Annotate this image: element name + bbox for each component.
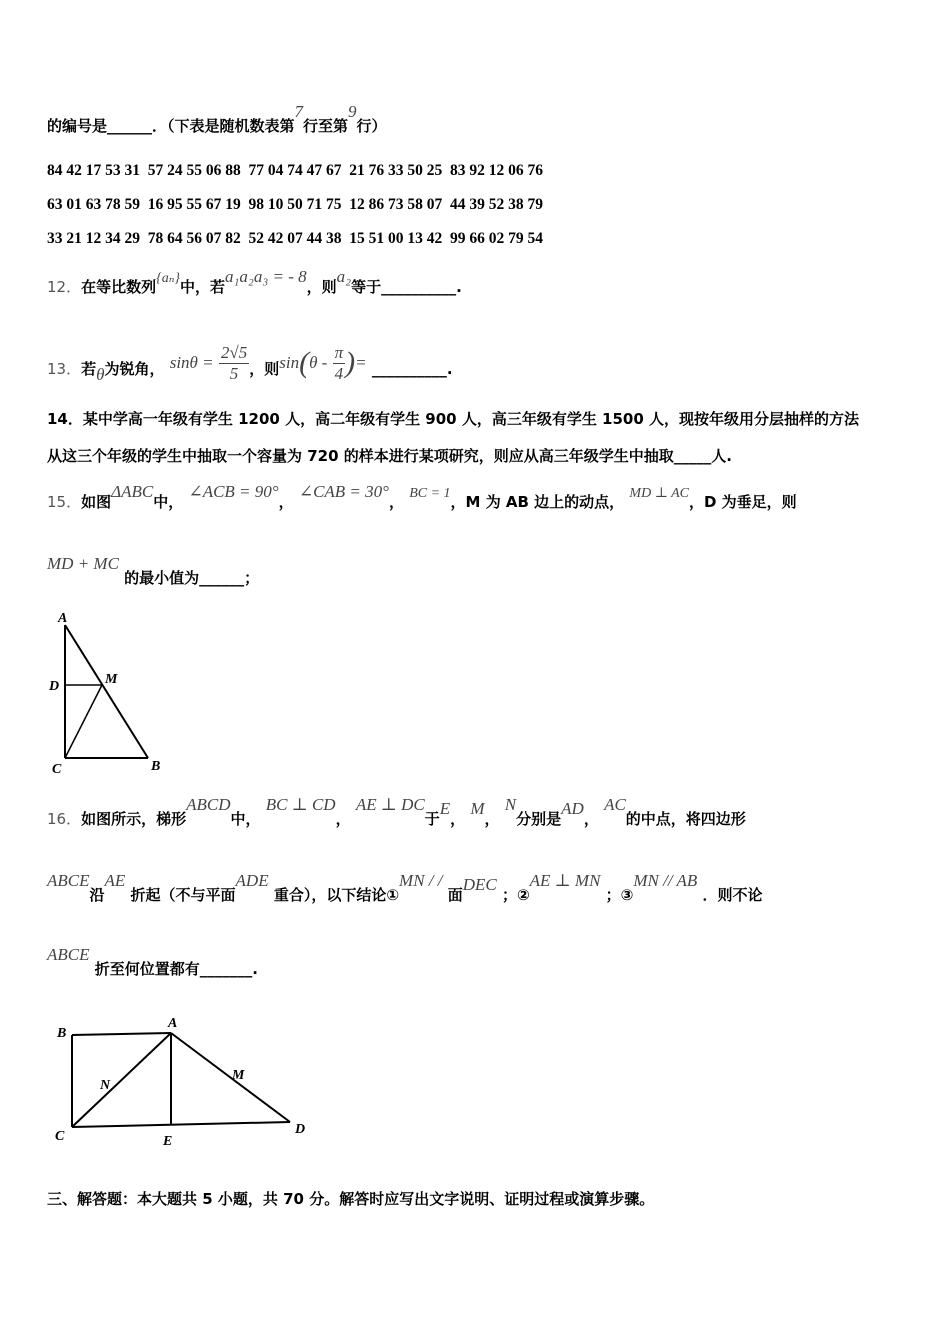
- q16-sep: ，: [335, 810, 351, 828]
- q16-line-2: [47, 871, 763, 905]
- random-row-8: 63 01 63 78 59 16 95 55 67 19 98 10 50 71 75 12 86 73 58 07 44 39 52 38 79: [47, 196, 543, 213]
- q16-abce: ABCE: [47, 871, 90, 890]
- q13-frac-den: 5: [229, 364, 239, 383]
- fig1-label-d: D: [49, 679, 60, 694]
- q16-abce-2: ABCE: [47, 945, 90, 964]
- q13-fraction: [219, 343, 249, 384]
- fig1-label-b: B: [151, 759, 161, 774]
- q13-left-paren: (: [299, 346, 310, 379]
- q16-text-2: 中，: [230, 810, 261, 828]
- row-start-number: 7: [294, 102, 304, 121]
- intro-line: [47, 102, 387, 136]
- q16-dec: DEC: [462, 875, 497, 894]
- intro-end: 行）: [356, 117, 387, 135]
- q16-text-6: 沿: [89, 886, 105, 904]
- q15-triangle: ΔABC: [111, 482, 154, 501]
- q15-angle-cab: ∠CAB = 30°: [298, 482, 389, 501]
- q16-text-11: ；③: [605, 886, 634, 904]
- fig2-label-a: A: [168, 1016, 178, 1031]
- q13-blank: __________.: [371, 360, 453, 378]
- q16-text-1: 如图所示，梯形: [81, 810, 187, 828]
- q16-ade: ADE: [235, 871, 269, 890]
- q15-perp: MD ⊥ AC: [629, 486, 689, 501]
- fig2-segment-ac: [72, 1033, 171, 1127]
- q16-blank: 折至何位置都有_______.: [94, 960, 258, 978]
- q16-text-4: 分别是: [516, 810, 562, 828]
- figure-1-triangle: [40, 605, 180, 785]
- section-3-heading: 三、解答题：本大题共 5 小题，共 70 分。解答时应写出文字说明、证明过程或演算步骤。: [47, 1190, 655, 1208]
- q12-a2: a₂: [336, 267, 352, 286]
- q12-text-2: 中，若: [179, 278, 225, 296]
- q15-text-2: 中，: [153, 493, 184, 511]
- q16-text-10: ；②: [501, 886, 530, 904]
- q16-ad: AD: [561, 799, 584, 818]
- figure-2-trapezoid: [45, 1005, 325, 1155]
- fig1-label-c: C: [52, 762, 62, 777]
- q13-frac-num: 2√5: [220, 343, 248, 362]
- fig2-side-ba: [72, 1033, 171, 1035]
- question-15: [47, 482, 797, 512]
- q12-text-3: ，则: [306, 278, 337, 296]
- fig2-label-m: M: [232, 1068, 245, 1083]
- fig1-segment-mc: [65, 685, 102, 758]
- q13-text-2: 为锐角，: [104, 360, 165, 378]
- q16-bc-perp-cd: BC ⊥ CD: [265, 795, 336, 814]
- row-end-number: 9: [348, 102, 357, 121]
- q12-condition: a₁a₂a₃ = - 8: [225, 267, 307, 286]
- q16-abcd: ABCD: [186, 795, 231, 814]
- q13-right-paren: ): [345, 346, 356, 379]
- q13-number: 13．: [47, 360, 82, 378]
- fig2-label-d: D: [295, 1122, 306, 1137]
- q15-bc: BC = 1: [409, 486, 451, 501]
- q16-text-9: 面: [447, 886, 463, 904]
- q16-ae: AE: [104, 871, 126, 890]
- q16-n: N: [504, 795, 517, 814]
- q16-conclusion-1: MN / /: [399, 871, 443, 890]
- q16-comma-2: ，: [484, 810, 500, 828]
- q16-m: M: [470, 799, 485, 818]
- q14-line-2: 从这三个年级的学生中抽取一个容量为 720 的样本进行某项研究，则应从高三年级学生中抽取_____人.: [47, 447, 732, 465]
- q16-text-8: 重合），以下结论①: [273, 886, 400, 904]
- q16-e: E: [439, 799, 451, 818]
- q15-blank: 的最小值为______；: [124, 569, 260, 587]
- fig1-side-ab: [65, 625, 148, 758]
- fig2-label-n: N: [100, 1078, 111, 1093]
- q13-sin-label: sinθ =: [169, 353, 214, 372]
- q16-conclusion-2: AE ⊥ MN: [529, 871, 601, 890]
- random-row-9: 33 21 12 34 29 78 64 56 07 82 52 42 07 44 38 15 51 00 13 42 99 66 02 79 54: [47, 230, 543, 247]
- q13-pi-fraction: [333, 343, 346, 384]
- q13-pi-den: 4: [334, 364, 344, 383]
- q13-expr-sin: sin: [279, 353, 300, 372]
- question-16: [47, 795, 746, 829]
- q15-expression: MD + MC: [47, 554, 119, 573]
- q13-theta: θ: [96, 365, 105, 384]
- q13-equals: =: [355, 353, 367, 372]
- random-row-7: 84 42 17 53 31 57 24 55 06 88 77 04 74 47 67 21 76 33 50 25 83 92 12 06 76: [47, 162, 543, 179]
- q15-sep-2: ，: [388, 493, 404, 511]
- fig2-side-ad: [171, 1033, 290, 1122]
- q12-blank: 等于__________.: [351, 278, 462, 296]
- q13-text-3: ，则: [249, 360, 280, 378]
- fig2-label-e: E: [163, 1134, 173, 1149]
- intro-mid: 行至第: [303, 117, 349, 135]
- q16-line-3: [47, 945, 258, 979]
- q13-expr-theta: θ -: [309, 353, 328, 372]
- fig1-label-a: A: [58, 611, 68, 626]
- fig2-label-c: C: [55, 1129, 65, 1144]
- question-13: [47, 343, 453, 390]
- question-12: [47, 267, 462, 297]
- q13-text-1: 若: [81, 360, 97, 378]
- q15-text-3: ，M 为 AB 边上的动点，: [450, 493, 625, 511]
- q15-text-4: ，D 为垂足，则: [689, 493, 797, 511]
- q16-comma-1: ，: [450, 810, 466, 828]
- q12-text-1: 在等比数列: [81, 278, 157, 296]
- q16-ae-perp-dc: AE ⊥ DC: [355, 795, 425, 814]
- q15-line-2: [47, 554, 260, 588]
- q16-conclusion-3: MN // AB: [633, 871, 698, 890]
- q15-text-1: 如图: [81, 493, 112, 511]
- q12-sequence: {aₙ}: [156, 271, 180, 286]
- fig1-label-m: M: [105, 672, 118, 687]
- q15-angle-acb: ∠ACB = 90°: [188, 482, 279, 501]
- q12-number: 12．: [47, 278, 82, 296]
- q13-pi: π: [334, 343, 344, 362]
- q16-number: 16．: [47, 810, 82, 828]
- q14-line-1: 14．某中学高一年级有学生 1200 人，高二年级有学生 900 人，高三年级有学生 1500 人，现按年级用分层抽样的方法: [47, 410, 860, 428]
- fig2-side-cd: [72, 1122, 290, 1127]
- q16-text-12: ．则不论: [702, 886, 763, 904]
- intro-text: 的编号是______．（下表是随机数表第: [47, 117, 295, 135]
- q15-number: 15．: [47, 493, 82, 511]
- fig2-label-b: B: [57, 1026, 67, 1041]
- q16-comma-3: ，: [583, 810, 599, 828]
- q15-sep-1: ，: [278, 493, 294, 511]
- q16-text-5: 的中点，将四边形: [625, 810, 746, 828]
- q16-text-3: 于: [424, 810, 440, 828]
- q16-text-7: 折起（不与平面: [130, 886, 236, 904]
- q16-ac: AC: [604, 795, 626, 814]
